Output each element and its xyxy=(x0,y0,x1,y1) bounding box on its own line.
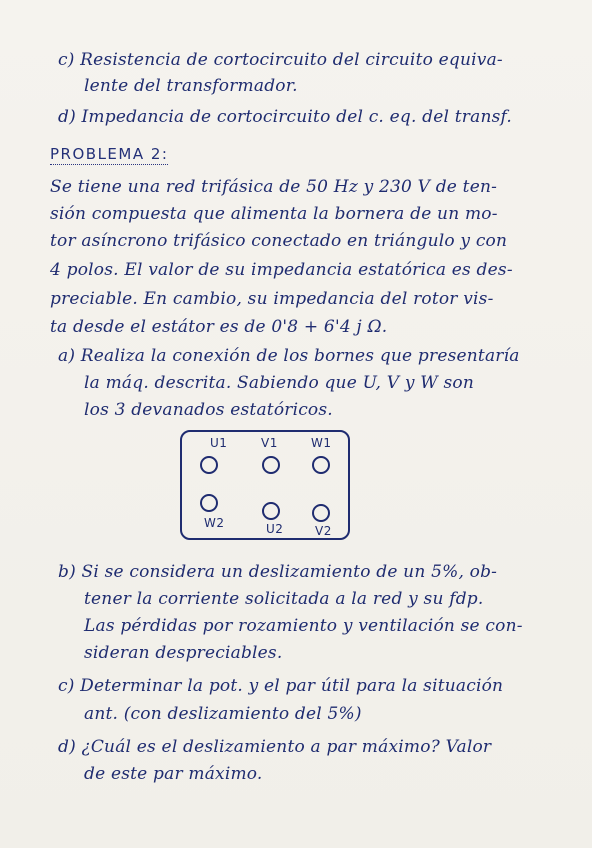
text-line: d) ¿Cuál es el deslizamiento a par máximo? Valor xyxy=(58,737,492,757)
text-line: la máq. descrita. Sabiendo que U, V y W son xyxy=(84,373,475,393)
text-line: tener la corriente solicitada a la red y su fdp. xyxy=(84,589,484,609)
text-line: b) Si se considera un deslizamiento de un 5%, ob- xyxy=(58,562,498,582)
problem-heading: PROBLEMA 2: xyxy=(50,145,169,163)
text-line: los 3 devanados estatóricos. xyxy=(84,400,333,420)
text-line: d) Impedancia de cortocircuito del c. eq. del transf. xyxy=(58,107,513,127)
text-line: tor asíncrono trifásico conectado en triángulo y con xyxy=(50,231,508,251)
terminal-circle xyxy=(200,456,218,474)
text-line: sideran despreciables. xyxy=(84,643,283,663)
text-line: Se tiene una red trifásica de 50 Hz y 230 V de ten- xyxy=(50,177,498,197)
terminal-label: W2 xyxy=(204,516,225,530)
terminal-box-diagram xyxy=(180,430,350,540)
terminal-circle xyxy=(262,456,280,474)
terminal-label: V2 xyxy=(315,524,332,538)
text-line: Las pérdidas por rozamiento y ventilación se con- xyxy=(84,616,523,636)
terminal-label: V1 xyxy=(261,436,278,450)
text-line: a) Realiza la conexión de los bornes que presentaría xyxy=(58,346,520,366)
terminal-label: U1 xyxy=(210,436,228,450)
text-line: lente del transformador. xyxy=(84,76,298,96)
terminal-circle xyxy=(200,494,218,512)
text-line: c) Determinar la pot. y el par útil para la situación xyxy=(58,676,504,696)
text-line: sión compuesta que alimenta la bornera de un mo- xyxy=(50,204,498,224)
terminal-circle xyxy=(262,502,280,520)
text-line: ant. (con deslizamiento del 5%) xyxy=(84,704,362,724)
terminal-circle xyxy=(312,456,330,474)
terminal-label: W1 xyxy=(311,436,332,450)
terminal-label: U2 xyxy=(266,522,284,536)
text-line: ta desde el estátor es de 0'8 + 6'4 j Ω. xyxy=(50,317,388,337)
text-line: 4 polos. El valor de su impedancia estatórica es des- xyxy=(50,260,513,280)
terminal-circle xyxy=(312,504,330,522)
text-line: c) Resistencia de cortocircuito del circuito equiva- xyxy=(58,50,503,70)
text-line: preciable. En cambio, su impedancia del rotor vis- xyxy=(50,289,494,309)
text-line: de este par máximo. xyxy=(84,764,263,784)
